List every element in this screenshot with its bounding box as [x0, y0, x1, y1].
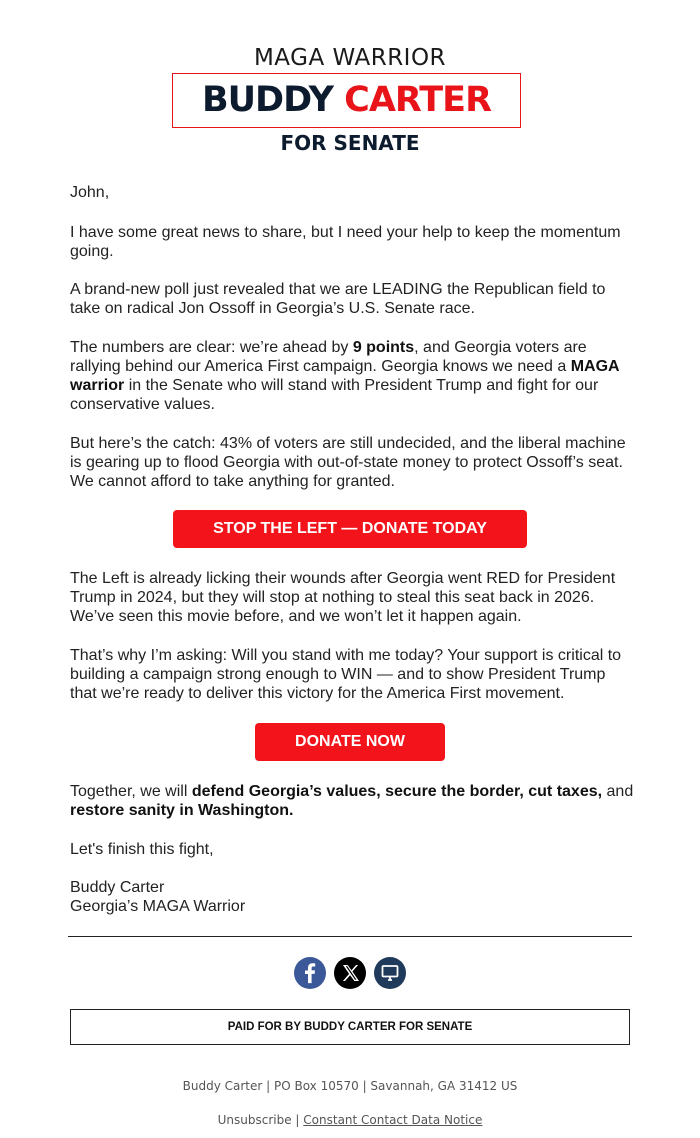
logo-name [173, 74, 520, 127]
x-icon[interactable] [334, 957, 366, 989]
logo-subtitle: FOR SENATE [280, 131, 420, 155]
signature [70, 878, 635, 916]
greeting [70, 183, 635, 202]
closing-text: Let's finish this fight, [70, 841, 214, 858]
facebook-icon[interactable] [294, 957, 326, 989]
paragraph-7-text [70, 782, 635, 820]
logo-tagline: MAGA WARRIOR [253, 45, 447, 71]
footer-address: Buddy Carter | PO Box 10570 | Savannah, GA 31412 US [182, 1079, 518, 1093]
paragraph-5 [70, 569, 635, 626]
p7-segment: and [602, 783, 634, 800]
paid-for-text: PAID FOR BY BUDDY CARTER FOR SENATE [227, 1021, 473, 1033]
paragraph-6 [70, 646, 635, 703]
paragraph-2-text: A brand-new poll just revealed that we are LEADING the Republican field to take on radical Jon Ossoff in Georgia’s U.S. Senate race. [70, 281, 606, 317]
donate-now-button[interactable]: DONATE NOW [255, 723, 445, 761]
p3-segment: , and Georgia voters are rallying behind our America First campaign. Georgia knows we need a [70, 339, 587, 375]
logo-box [172, 73, 521, 128]
greeting-text: John, [70, 184, 110, 201]
p7-bold-sanity: restore sanity in Washington. [70, 802, 294, 819]
unsubscribe-link[interactable]: Unsubscribe [217, 1113, 292, 1127]
p3-bold-maga: MAGA warrior [70, 358, 619, 394]
paragraph-3 [70, 338, 635, 414]
paragraph-4 [70, 434, 635, 491]
paragraph-2 [70, 280, 635, 318]
p3-segment: The numbers are clear: we’re ahead by [70, 339, 353, 356]
signature-name: Buddy Carter [70, 879, 165, 896]
paragraph-6-text: That’s why I’m asking: Will you stand with me today? Your support is critical to building a campaign strong enough to WIN — and to show President Trump that we’re ready to deliver this victory for the America First movement. [70, 647, 622, 702]
footer-divider [68, 936, 632, 937]
p7-bold-values: defend Georgia’s values, secure the border, cut taxes, [191, 783, 603, 800]
donate-today-button[interactable]: STOP THE LEFT — DONATE TODAY [173, 510, 527, 548]
paragraph-1-text: I have some great news to share, but I need your help to keep the momentum going. [70, 224, 621, 260]
paragraph-4-text: But here’s the catch: 43% of voters are still undecided, and the liberal machine is gearing up to flood Georgia with out-of-state money to protect Ossoff’s seat. We cannot afford to take anything for granted. [70, 435, 626, 490]
data-notice-link[interactable]: Constant Contact Data Notice [303, 1113, 483, 1127]
logo-first-name: BUDDY [201, 80, 333, 120]
paragraph-3-text [70, 338, 635, 414]
p3-bold-points: 9 points [352, 339, 415, 356]
signature-title: Georgia’s MAGA Warrior [70, 898, 246, 915]
closing [70, 840, 635, 859]
paragraph-7 [70, 782, 635, 820]
website-icon[interactable] [374, 957, 406, 989]
paragraph-5-text: The Left is already licking their wounds after Georgia went RED for President Trump in 2024, but they will stop at nothing to steal this seat back in 2026. We’ve seen this movie before, and we won’t let it happen again. [70, 570, 616, 625]
logo-last-name: CARTER [344, 80, 492, 120]
paragraph-1 [70, 223, 635, 261]
footer-separator: | [291, 1113, 304, 1127]
footer-links [0, 1113, 700, 1127]
p3-segment: in the Senate who will stand with President Trump and fight for our conservative values. [70, 377, 599, 413]
paid-for-disclaimer [70, 1009, 630, 1045]
p7-segment: Together, we will [70, 783, 192, 800]
